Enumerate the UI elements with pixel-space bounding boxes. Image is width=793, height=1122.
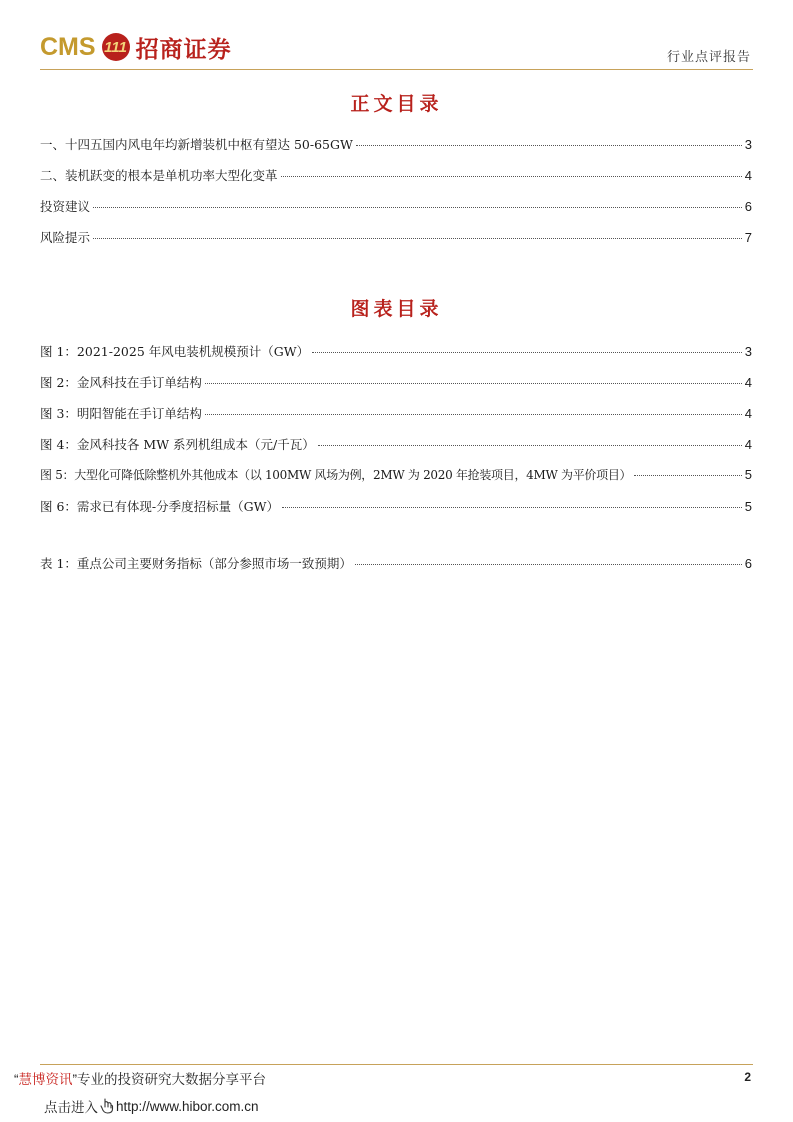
toc-entry-label: 风险提示	[40, 230, 91, 245]
figure-entry[interactable]	[40, 497, 752, 512]
footer-link-row[interactable]	[44, 1096, 259, 1116]
footer-slogan	[14, 1068, 266, 1088]
header-divider	[40, 69, 753, 70]
toc-entry-page: 7	[744, 230, 752, 245]
toc-entry[interactable]	[40, 135, 752, 150]
figure-entry-page: 4	[744, 375, 752, 390]
figure-entry[interactable]	[40, 404, 752, 419]
main-toc-list	[40, 135, 752, 243]
dot-leader	[634, 475, 742, 476]
dot-leader	[93, 238, 742, 239]
dot-leader	[93, 207, 742, 208]
report-type: 行业点评报告	[666, 50, 751, 65]
figure-entry[interactable]	[40, 466, 752, 481]
figure-entry[interactable]	[40, 373, 752, 388]
dot-leader	[318, 445, 742, 446]
table-toc-list	[40, 554, 752, 569]
figure-entry-label: 图 4：金风科技各 MW 系列机组成本（元/千瓦）	[40, 437, 315, 452]
dot-leader	[356, 145, 742, 146]
figure-entry-page: 5	[744, 499, 752, 514]
page-number: 2	[744, 1070, 751, 1084]
quote-mark: “	[14, 1072, 19, 1087]
figure-entry-page: 4	[744, 406, 752, 421]
table-entry[interactable]	[40, 554, 752, 569]
dot-leader	[205, 383, 742, 384]
figure-entry[interactable]	[40, 342, 752, 357]
footer-slogan-text: ”专业的投资研究大数据分享平台	[72, 1072, 266, 1087]
dot-leader	[312, 352, 742, 353]
figure-toc-list	[40, 342, 752, 512]
table-entry-page: 6	[744, 556, 752, 571]
toc-entry[interactable]	[40, 197, 752, 212]
figure-toc-title: 图表目录	[350, 298, 443, 320]
logo-cms-text: CMS	[40, 32, 96, 61]
figure-entry-page: 4	[744, 437, 752, 452]
click-to-enter-text: 点击进入	[44, 1100, 98, 1115]
toc-entry-label: 二、装机跃变的根本是单机功率大型化变革	[40, 168, 278, 183]
dot-leader	[205, 414, 742, 415]
logo-emblem-icon: 111	[102, 33, 130, 61]
dot-leader	[281, 176, 742, 177]
toc-entry-label: 投资建议	[40, 199, 91, 214]
figure-entry-label: 图 6：需求已有体现-分季度招标量（GW）	[40, 499, 279, 514]
figure-entry-label: 图 3：明阳智能在手订单结构	[40, 406, 202, 421]
figure-entry-label: 图 1：2021-2025 年风电装机规模预计（GW）	[40, 344, 310, 359]
figure-entry-page: 3	[744, 344, 752, 359]
toc-entry[interactable]	[40, 166, 752, 181]
toc-entry-label: 一、十四五国内风电年均新增装机中枢有望达 50-65GW	[40, 137, 353, 152]
logo-company-name: 招商证券	[135, 35, 232, 63]
pointer-hand-icon	[100, 1098, 114, 1114]
main-toc-title: 正文目录	[350, 93, 443, 115]
toc-entry-page: 6	[744, 199, 752, 214]
footer-brand[interactable]: 慧博资讯	[18, 1072, 73, 1087]
company-logo	[40, 30, 232, 64]
toc-entry[interactable]	[40, 228, 752, 243]
footer-divider	[40, 1064, 753, 1065]
figure-entry-label: 图 5：大型化可降低除整机外其他成本（以 100MW 风场为例，2MW 为 2020 年抢装项目，4MW 为平价项目）	[40, 468, 632, 482]
figure-entry-label: 图 2：金风科技在手订单结构	[40, 375, 202, 390]
dot-leader	[355, 564, 742, 565]
toc-entry-page: 4	[744, 168, 752, 183]
figure-entry-page: 5	[744, 467, 752, 482]
toc-entry-page: 3	[744, 137, 752, 152]
figure-entry[interactable]	[40, 435, 752, 450]
dot-leader	[282, 507, 742, 508]
footer-url-link[interactable]: http://www.hibor.com.cn	[116, 1098, 259, 1114]
table-entry-label: 表 1：重点公司主要财务指标（部分参照市场一致预期）	[40, 556, 352, 571]
